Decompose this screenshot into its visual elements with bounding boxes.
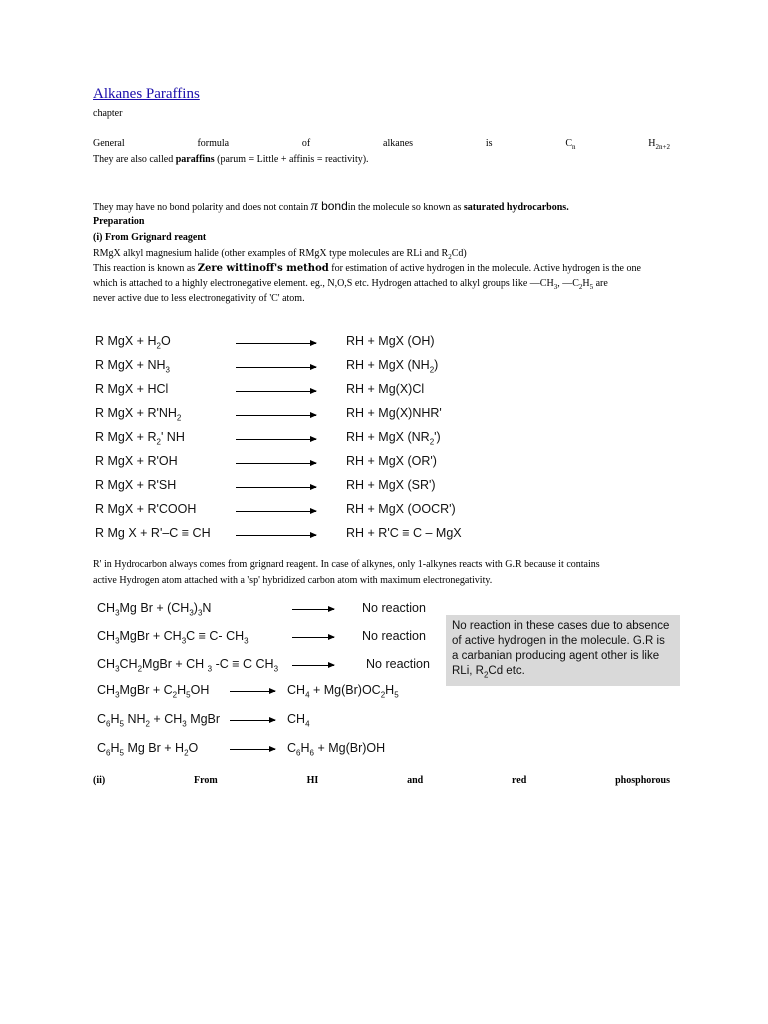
- reaction-lhs: R MgX + $R_2'$ NH: [95, 430, 185, 447]
- reaction-arrow: [236, 487, 316, 488]
- formula-carbon: $C_n$: [565, 138, 576, 151]
- reaction-arrow: [236, 415, 316, 416]
- section-hi-heading: (ii) From HI and red phosphorous: [93, 775, 670, 786]
- reaction-rhs: RH + MgX $(NR_2')$: [346, 430, 441, 447]
- reaction-arrow: [236, 343, 316, 344]
- reaction-lhs: R MgX + R'OH: [95, 454, 178, 468]
- section-grignard-heading: (i) From Grignard reagent: [93, 232, 207, 243]
- reaction-lhs: $CH_3MgBr + C_2H_5OH$: [97, 683, 210, 700]
- zere-line-1: This reaction is known as Zere wittinoff's method for estimation of active hydrogen in the molecule. Active hydrogen is the one: [93, 263, 641, 274]
- reaction-rhs: RH + R'C ≡ C – MgX: [346, 526, 462, 540]
- zere-line-3: never active due to less electronegativity of 'C' atom.: [93, 293, 305, 304]
- reaction-rhs: RH + MgX (OR'): [346, 454, 437, 468]
- reaction-lhs: R Mg X + R'–C ≡ CH: [95, 526, 211, 540]
- reaction-arrow: [236, 439, 316, 440]
- pi-symbol: π: [310, 199, 318, 214]
- reaction-lhs: R MgX + $H_2O$: [95, 334, 171, 351]
- reaction-lhs: R MgX + HCl: [95, 382, 169, 396]
- note-box: No reaction in these cases due to absence of active hydrogen in the molecule. G.R is a carbanian producing agent other is like RLi, $R_2Cd$ etc.: [446, 615, 680, 686]
- formula-word: formula: [197, 138, 230, 149]
- reaction-arrow: [230, 749, 275, 750]
- formula-word: of: [301, 138, 311, 149]
- preparation-heading: Preparation: [93, 216, 145, 227]
- reaction-lhs: $C_6H_5$ Mg $Br + H_2O$: [97, 741, 199, 758]
- page-title[interactable]: Alkanes Paraffins: [93, 86, 200, 102]
- no-reaction-lhs: $CH_3Mg$ $Br + (CH_3)_3N$: [97, 601, 212, 618]
- formula-hydrogen: $H_{2n+2}$: [648, 138, 670, 151]
- paraffins-line: They are also called paraffins (parum = Little + affinis = reactivity).: [93, 154, 369, 165]
- reaction-rhs: RH + MgX (SR'): [346, 478, 436, 492]
- reaction-rhs: RH + MgX (OH): [346, 334, 435, 348]
- reaction-lhs: R MgX + R'COOH: [95, 502, 197, 516]
- rmgx-line: RMgX alkyl magnesium halide (other examples of RMgX type molecules are RLi and $R_2Cd$): [93, 248, 467, 261]
- no-reaction-lhs: $CH_3CH_2MgBr$ + CH $_3$ -C ≡ C $CH_3$: [97, 657, 279, 674]
- reaction-rhs: RH + Mg(X)NHR': [346, 406, 442, 420]
- no-reaction-label: No reaction: [362, 629, 426, 643]
- reaction-rhs: RH + MgX $(NH_2)$: [346, 358, 439, 375]
- reaction-arrow: [236, 367, 316, 368]
- hydrocarbon-note-line-1: R' in Hydrocarbon always comes from grignard reagent. In case of alkynes, only 1-alkynes reacts with G.R because it contains: [93, 559, 600, 570]
- reaction-arrow: [292, 665, 334, 666]
- formula-word: General: [93, 138, 125, 149]
- formula-word: is: [485, 138, 493, 149]
- reaction-rhs: $CH_4$: [287, 712, 310, 729]
- general-formula-line: [93, 138, 670, 151]
- reaction-rhs: $CH_4 + Mg(Br)OC_2H_5$: [287, 683, 399, 700]
- reaction-arrow: [230, 691, 275, 692]
- reaction-arrow: [236, 391, 316, 392]
- reaction-lhs: $C_6H_5$ $NH_2 + CH_3$ MgBr: [97, 712, 221, 729]
- chapter-label: chapter: [93, 108, 123, 119]
- reaction-arrow: [292, 609, 334, 610]
- reaction-arrow: [236, 511, 316, 512]
- hydrocarbon-note-line-2: active Hydrogen atom attached with a 'sp' hybridized carbon atom with maximum electronegativity.: [93, 575, 493, 586]
- saturated-line: They may have no bond polarity and does not contain π bondin the molecule so known as saturated hydrocarbons.: [93, 199, 569, 214]
- reaction-arrow: [230, 720, 275, 721]
- no-reaction-label: No reaction: [362, 601, 426, 615]
- no-reaction-lhs: $CH_3MgBr + CH_3C \equiv C-$ $CH_3$: [97, 629, 249, 646]
- reaction-lhs: R MgX + $R'NH_2$: [95, 406, 182, 423]
- no-reaction-label: No reaction: [366, 657, 430, 671]
- reaction-arrow: [236, 535, 316, 536]
- reaction-lhs: R MgX + R'SH: [95, 478, 177, 492]
- reaction-lhs: R MgX + $NH_3$: [95, 358, 170, 375]
- reaction-rhs: RH + Mg(X)Cl: [346, 382, 425, 396]
- reaction-rhs: $C_6H_6 + Mg(Br)OH$: [287, 741, 386, 758]
- reaction-arrow: [292, 637, 334, 638]
- reaction-arrow: [236, 463, 316, 464]
- formula-word: alkanes: [383, 138, 414, 149]
- reaction-rhs: RH + MgX (OOCR'): [346, 502, 456, 516]
- zere-line-2: which is attached to a highly electronegative element. eg., N,O,S etc. Hydrogen attached to alkyl groups like $—CH_3$, $—C_2H_5$ are: [93, 278, 608, 291]
